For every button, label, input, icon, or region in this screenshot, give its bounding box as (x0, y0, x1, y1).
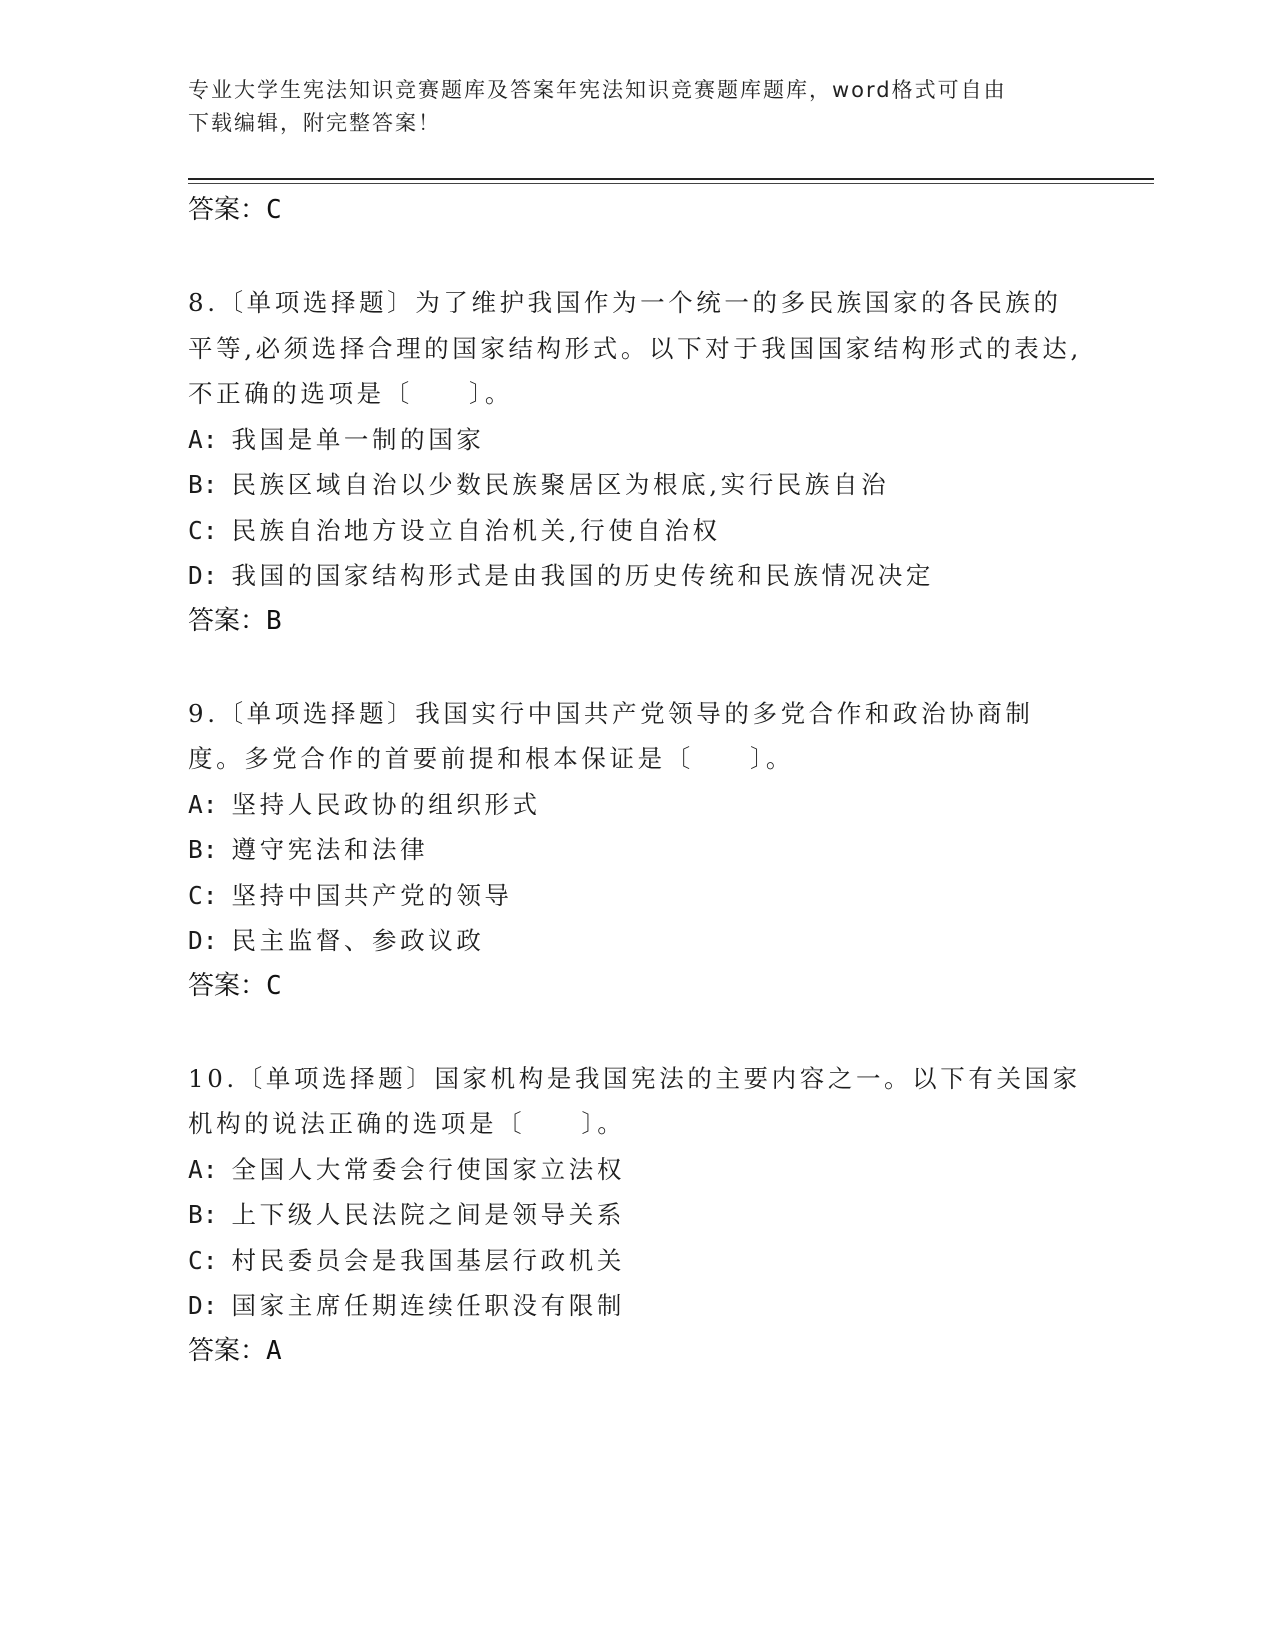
option-text: 民族区域自治以少数民族聚居区为根底,实行民族自治 (231, 470, 890, 499)
option-b (188, 1192, 1088, 1238)
option-text: 全国人大常委会行使国家立法权 (231, 1154, 625, 1184)
option-c (188, 873, 1088, 919)
question-answer (188, 599, 1088, 643)
option-text: 民主监督、参政议政 (231, 926, 485, 955)
option-key: B: (188, 835, 218, 864)
question-10 (188, 1056, 1088, 1373)
option-key: D: (188, 1291, 218, 1320)
option-text: 坚持人民政协的组织形式 (231, 789, 541, 819)
option-b (188, 462, 1088, 508)
header-rule (188, 178, 1154, 180)
option-key: A: (188, 789, 218, 819)
option-d (188, 1283, 1088, 1329)
answer-label: 答案： (188, 970, 267, 1001)
question-answer (188, 1329, 1088, 1373)
answer-value: C (266, 970, 282, 1001)
option-key: A: (188, 1154, 218, 1184)
option-key: B: (188, 1200, 218, 1229)
question-stem: 10.〔单项选择题〕国家机构是我国宪法的主要内容之一。以下有关国家机构的说法正确的选项是〔 〕。 (188, 1063, 1081, 1138)
answer-value: C (266, 195, 282, 225)
option-text: 民族自治地方设立自治机关,行使自治权 (231, 515, 721, 545)
header-rule-thin (188, 183, 1154, 184)
option-key: D: (188, 561, 218, 590)
option-text: 我国的国家结构形式是由我国的历史传统和民族情况决定 (231, 561, 935, 590)
header-line-2: 下载编辑，附完整答案！ (188, 111, 441, 135)
option-text: 坚持中国共产党的领导 (231, 880, 513, 910)
answer-label: 答案： (188, 605, 267, 636)
option-key: C: (188, 1245, 218, 1275)
answer-value: B (266, 605, 282, 636)
option-text: 遵守宪法和法律 (231, 835, 429, 864)
answer-value: A (266, 1335, 282, 1366)
option-c (188, 508, 1088, 554)
option-key: C: (188, 880, 218, 910)
header-line-1: 专业大学生宪法知识竞赛题库及答案年宪法知识竞赛题库题库，word格式可自由 (188, 78, 1007, 102)
option-text: 村民委员会是我国基层行政机关 (231, 1245, 625, 1275)
document-body (188, 188, 1088, 1373)
answer-label: 答案： (188, 1335, 267, 1366)
option-d (188, 553, 1088, 599)
option-text: 我国是单一制的国家 (231, 424, 485, 454)
question-8 (188, 280, 1088, 643)
option-key: D: (188, 926, 218, 955)
previous-answer (188, 188, 1088, 232)
option-b (188, 827, 1088, 873)
option-text: 国家主席任期连续任职没有限制 (231, 1291, 625, 1320)
question-stem: 9.〔单项选择题〕我国实行中国共产党领导的多党合作和政治协商制度。多党合作的首要前提和根本保证是〔 〕。 (188, 698, 1034, 773)
question-answer (188, 964, 1088, 1008)
question-9 (188, 691, 1088, 1008)
option-a (188, 417, 1088, 463)
option-a (188, 1147, 1088, 1193)
document-header (188, 74, 1068, 140)
option-key: C: (188, 515, 218, 545)
question-stem: 8.〔单项选择题〕为了维护我国作为一个统一的多民族国家的各民族的平等,必须选择合理的国家结构形式。以下对于我国国家结构形式的表达,不正确的选项是〔 〕。 (188, 288, 1082, 408)
option-d (188, 918, 1088, 964)
answer-label: 答案： (188, 195, 267, 225)
option-c (188, 1238, 1088, 1284)
option-text: 上下级人民法院之间是领导关系 (231, 1200, 625, 1229)
option-a (188, 782, 1088, 828)
option-key: A: (188, 424, 218, 454)
option-key: B: (188, 470, 218, 499)
